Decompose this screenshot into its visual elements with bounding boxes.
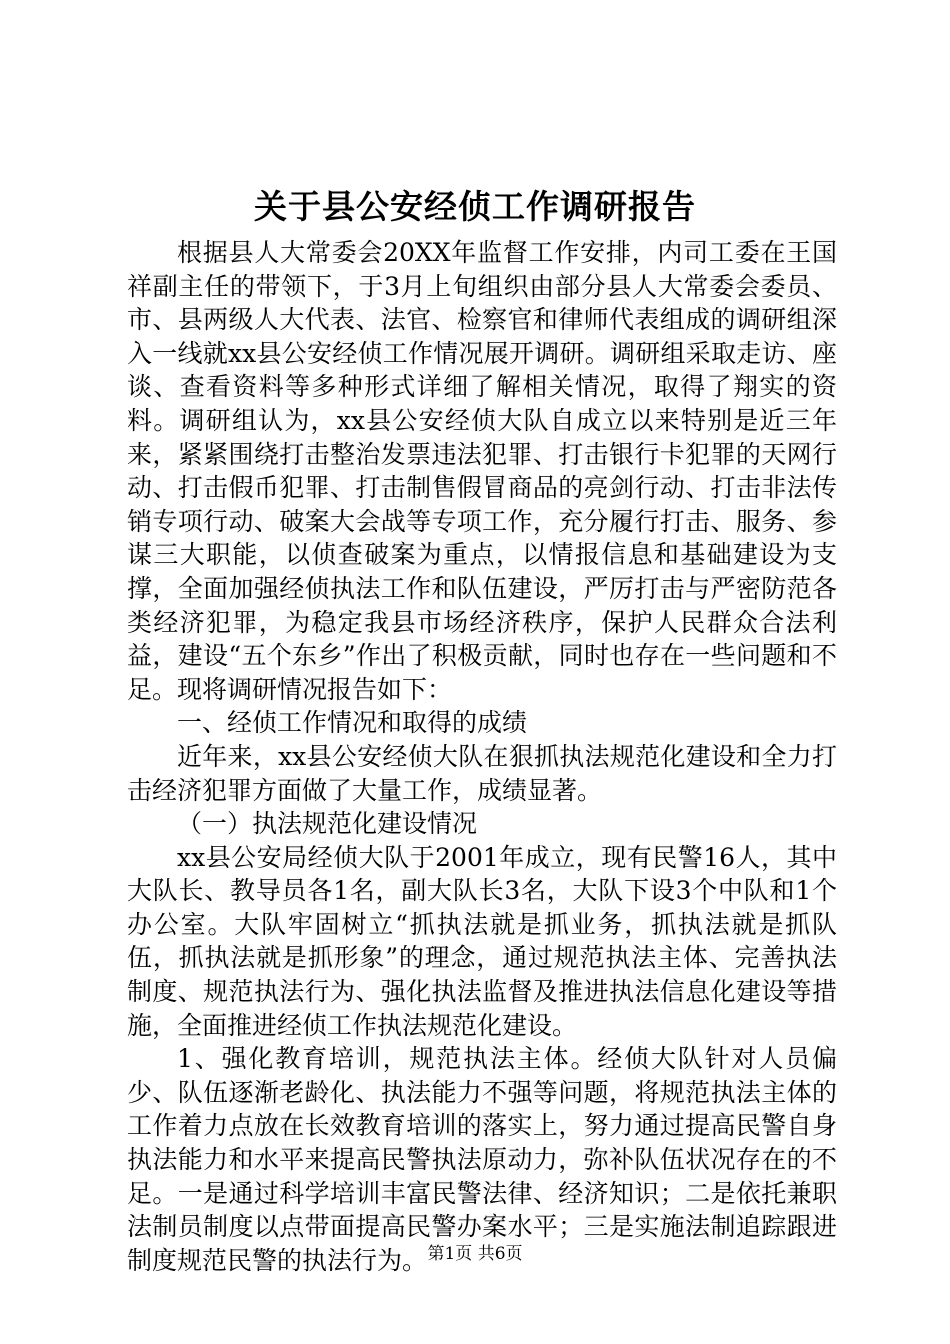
section-1-paragraph: 近年来，xx县公安经侦大队在狠抓执法规范化建设和全力打击经济犯罪方面做了大量工作，成绩显著。 [127, 741, 837, 805]
document-title: 关于县公安经侦工作调研报告 [254, 187, 696, 226]
item-1-paragraph: 1、强化教育培训，规范执法主体。经侦大队针对人员偏少、队伍逐渐老龄化、执法能力不强等问题，将规范执法主体的工作着力点放在长效教育培训的落实上，努力通过提高民警自身执法能力和水平来提高民警执法原动力，弥补队伍状况存在的不足。一是通过科学培训丰富民警法律、经济知识；二是依托兼职法制员制度以点带面提高民警办案水平；三是实施法制追踪跟进制度规范民警的执法行为。 [127, 1044, 837, 1275]
section-heading-1: 一、经侦工作情况和取得的成绩 [177, 708, 528, 738]
document-body [127, 236, 837, 1277]
subsection-heading-1: （一）执法规范化建设情况 [177, 809, 478, 839]
page-footer: 第1页 共6页 [427, 1244, 523, 1264]
intro-paragraph: 根据县人大常委会20XX年监督工作安排，内司工委在王国祥副主任的带领下，于3月上旬组织由部分县人大常委会委员、市、县两级人大代表、法官、检察官和律师代表组成的调研组深入一线就xx县公安经侦工作情况展开调研。调研组采取走访、座谈、查看资料等多种形式详细了解相关情况，取得了翔实的资料。调研组认为，xx县公安经侦大队自成立以来特别是近三年来，紧紧围绕打击整治发票违法犯罪、打击银行卡犯罪的天网行动、打击假币犯罪、打击制售假冒商品的亮剑行动、打击非法传销专项行动、破案大会战等专项工作，充分履行打击、服务、参谋三大职能，以侦查破案为重点，以情报信息和基础建设为支撑，全面加强经侦执法工作和队伍建设，严厉打击与严密防范各类经济犯罪，为稳定我县市场经济秩序，保护人民群众合法利益，建设“五个东乡”作出了积极贡献，同时也存在一些问题和不足。现将调研情况报告如下： [127, 238, 837, 704]
subsection-1-paragraph: xx县公安局经侦大队于2001年成立，现有民警16人，其中大队长、教导员各1名，副大队长3名，大队下设3个中队和1个办公室。大队牢固树立“抓执法就是抓业务，抓执法就是抓队伍，抓执法就是抓形象”的理念，通过规范执法主体、完善执法制度、规范执法行为、强化执法监督及推进执法信息化建设等措施，全面推进经侦工作执法规范化建设。 [127, 842, 837, 1040]
